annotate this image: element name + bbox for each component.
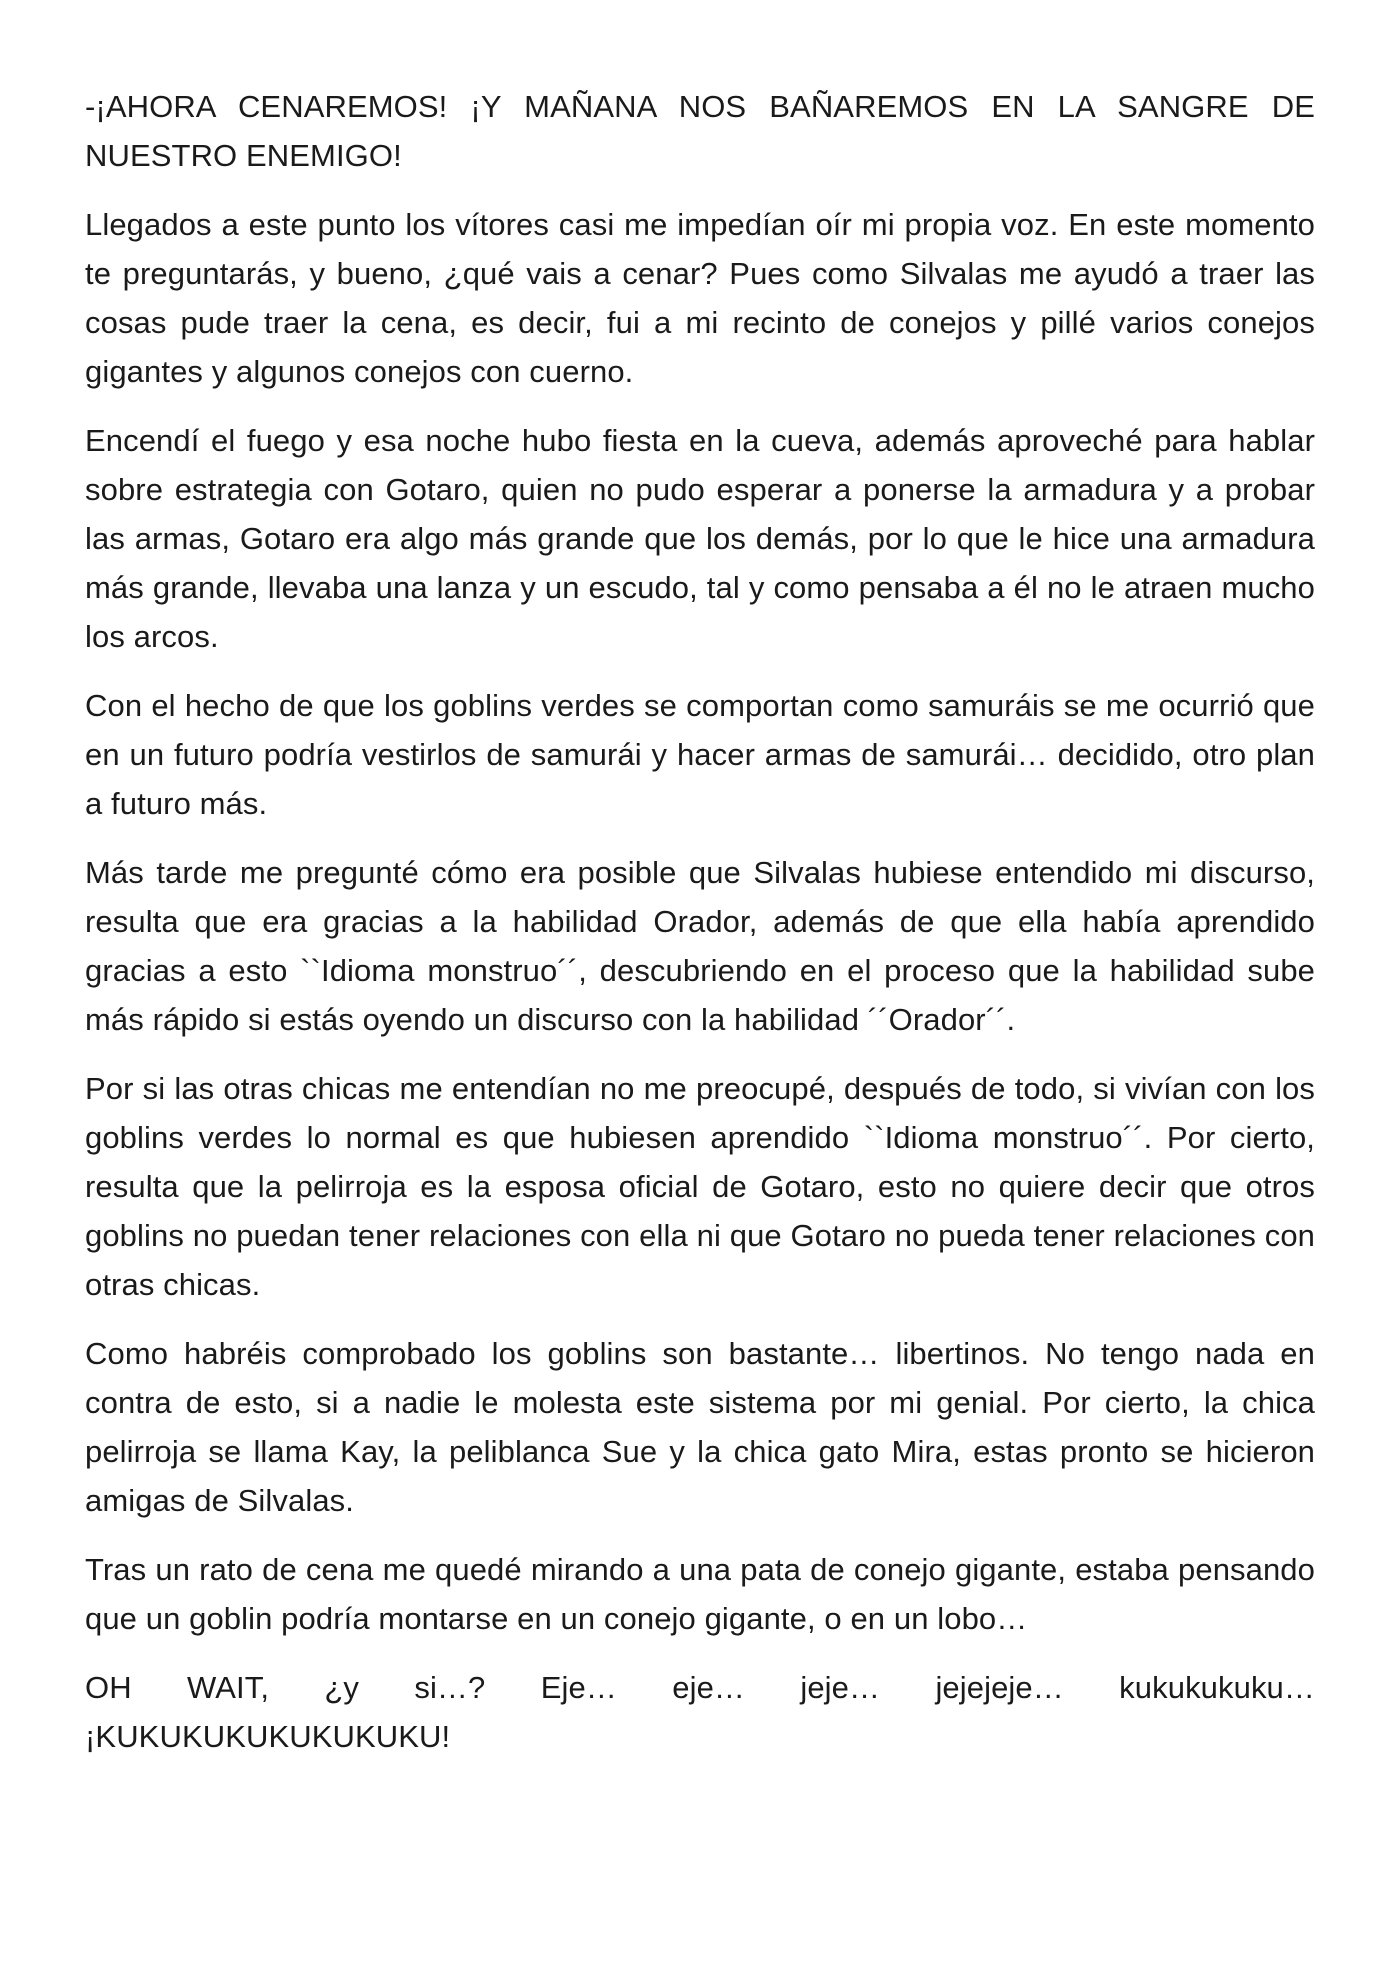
paragraph-7: Como habréis comprobado los goblins son bastante… libertinos. No tengo nada en contra de esto, si a nadie le molesta este sistema por mi genial. Por cierto, la chica pelirroja se llama Kay, la peliblanca Sue y la chica gato Mira, estas pronto se hicieron amigas de Silvalas. [85, 1336, 1315, 1518]
paragraph-2: Llegados a este punto los vítores casi me impedían oír mi propia voz. En este momento te preguntarás, y bueno, ¿qué vais a cenar? Pues como Silvalas me ayudó a traer las cosas pude traer la cena, es decir, fui a mi recinto de conejos y pillé varios conejos gigantes y algunos conejos con cuerno. [85, 207, 1315, 389]
paragraph-9 [85, 1663, 1315, 1761]
paragraph-4: Con el hecho de que los goblins verdes se comportan como samuráis se me ocurrió que en un futuro podría vestirlos de samurái y hacer armas de samurái… decidido, otro plan a futuro más. [85, 688, 1315, 821]
paragraph-6: Por si las otras chicas me entendían no me preocupé, después de todo, si vivían con los goblins verdes lo normal es que hubiesen aprendido ``Idioma monstruo´´. Por cierto, resulta que la pelirroja es la esposa oficial de Gotaro, esto no quiere decir que otros goblins no puedan tener relaciones con ella ni que Gotaro no pueda tener relaciones con otras chicas. [85, 1071, 1315, 1302]
paragraph-8: Tras un rato de cena me quedé mirando a una pata de conejo gigante, estaba pensando que un goblin podría montarse en un conejo gigante, o en un lobo… [85, 1552, 1315, 1636]
paragraph-1: -¡AHORA CENAREMOS! ¡Y MAÑANA NOS BAÑAREMOS EN LA SANGRE DE NUESTRO ENEMIGO! [85, 89, 1315, 173]
final-line-2: ¡KUKUKUKUKUKUKUKU! [85, 1719, 451, 1754]
paragraph-5: Más tarde me pregunté cómo era posible que Silvalas hubiese entendido mi discurso, resulta que era gracias a la habilidad Orador, además de que ella había aprendido gracias a esto ``Idioma monstruo´´, descubriendo en el proceso que la habilidad sube más rápido si estás oyendo un discurso con la habilidad ´´Orador´´. [85, 855, 1315, 1037]
final-line-1: OH WAIT, ¿y si…? Eje… eje… jeje… jejejeje… kukukukuku… [85, 1670, 1315, 1705]
paragraph-3: Encendí el fuego y esa noche hubo fiesta en la cueva, además aproveché para hablar sobre estrategia con Gotaro, quien no pudo esperar a ponerse la armadura y a probar las armas, Gotaro era algo más grande que los demás, por lo que le hice una armadura más grande, llevaba una lanza y un escudo, tal y como pensaba a él no le atraen mucho los arcos. [85, 423, 1315, 654]
document-page [85, 82, 1315, 1781]
